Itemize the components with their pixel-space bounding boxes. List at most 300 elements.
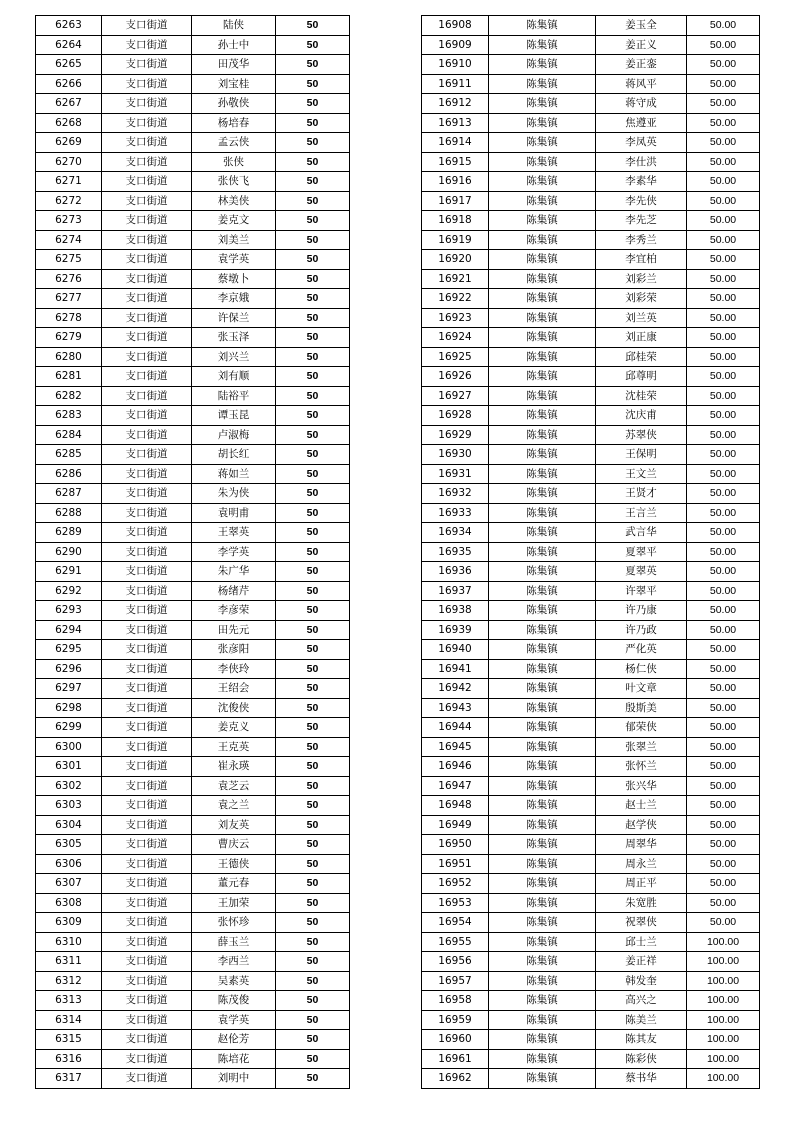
amount-cell: 50	[276, 991, 350, 1011]
township-cell: 支口街道	[102, 679, 192, 699]
serial-number-cell: 6284	[36, 425, 102, 445]
amount-cell: 50.00	[687, 484, 760, 504]
table-row	[422, 991, 760, 1011]
amount-cell: 50	[276, 250, 350, 270]
serial-number-cell: 16910	[422, 55, 489, 75]
name-cell: 朱广华	[192, 562, 276, 582]
name-cell: 殷斯美	[596, 698, 687, 718]
name-cell: 孙敬侠	[192, 94, 276, 114]
amount-cell: 50	[276, 893, 350, 913]
table-row	[422, 406, 760, 426]
table-row	[422, 737, 760, 757]
name-cell: 周正平	[596, 874, 687, 894]
amount-cell: 50.00	[687, 679, 760, 699]
amount-cell: 50	[276, 1030, 350, 1050]
township-cell: 支口街道	[102, 367, 192, 387]
serial-number-cell: 6268	[36, 113, 102, 133]
table-row	[422, 971, 760, 991]
township-cell: 支口街道	[102, 698, 192, 718]
name-cell: 陈茂俊	[192, 991, 276, 1011]
name-cell: 姜正义	[596, 35, 687, 55]
table-row	[36, 1069, 350, 1089]
table-row	[36, 815, 350, 835]
serial-number-cell: 6309	[36, 913, 102, 933]
name-cell: 沈庆甫	[596, 406, 687, 426]
amount-cell: 50.00	[687, 328, 760, 348]
table-row	[422, 601, 760, 621]
amount-cell: 50	[276, 698, 350, 718]
serial-number-cell: 16960	[422, 1030, 489, 1050]
serial-number-cell: 6315	[36, 1030, 102, 1050]
name-cell: 李秀兰	[596, 230, 687, 250]
township-cell: 陈集镇	[489, 932, 596, 952]
township-cell: 支口街道	[102, 1069, 192, 1089]
name-cell: 袁芝云	[192, 776, 276, 796]
serial-number-cell: 16937	[422, 581, 489, 601]
amount-cell: 50	[276, 133, 350, 153]
serial-number-cell: 6274	[36, 230, 102, 250]
table-row	[36, 386, 350, 406]
township-cell: 支口街道	[102, 308, 192, 328]
amount-cell: 50	[276, 562, 350, 582]
serial-number-cell: 6300	[36, 737, 102, 757]
amount-cell: 50.00	[687, 796, 760, 816]
serial-number-cell: 16921	[422, 269, 489, 289]
name-cell: 沈桂荣	[596, 386, 687, 406]
serial-number-cell: 6289	[36, 523, 102, 543]
serial-number-cell: 6303	[36, 796, 102, 816]
serial-number-cell: 6279	[36, 328, 102, 348]
name-cell: 卢淑梅	[192, 425, 276, 445]
name-cell: 袁明甫	[192, 503, 276, 523]
table-row	[36, 328, 350, 348]
township-cell: 陈集镇	[489, 1030, 596, 1050]
township-cell: 陈集镇	[489, 952, 596, 972]
serial-number-cell: 16956	[422, 952, 489, 972]
name-cell: 陈培花	[192, 1049, 276, 1069]
amount-cell: 50	[276, 230, 350, 250]
table-row	[36, 152, 350, 172]
township-cell: 支口街道	[102, 776, 192, 796]
serial-number-cell: 6275	[36, 250, 102, 270]
table-row	[36, 913, 350, 933]
table-row	[36, 835, 350, 855]
table-row	[36, 659, 350, 679]
township-cell: 支口街道	[102, 230, 192, 250]
table-row	[422, 133, 760, 153]
table-row	[36, 971, 350, 991]
township-cell: 陈集镇	[489, 835, 596, 855]
name-cell: 孟云侠	[192, 133, 276, 153]
name-cell: 薛玉兰	[192, 932, 276, 952]
serial-number-cell: 16925	[422, 347, 489, 367]
table-row	[422, 367, 760, 387]
name-cell: 刘美兰	[192, 230, 276, 250]
name-cell: 刘正康	[596, 328, 687, 348]
township-cell: 支口街道	[102, 542, 192, 562]
amount-cell: 50.00	[687, 230, 760, 250]
serial-number-cell: 6301	[36, 757, 102, 777]
township-cell: 支口街道	[102, 659, 192, 679]
name-cell: 王贤才	[596, 484, 687, 504]
amount-cell: 50.00	[687, 16, 760, 36]
table-row	[422, 796, 760, 816]
amount-cell: 50	[276, 776, 350, 796]
name-cell: 杨仁侠	[596, 659, 687, 679]
township-cell: 支口街道	[102, 250, 192, 270]
name-cell: 赵士兰	[596, 796, 687, 816]
serial-number-cell: 16912	[422, 94, 489, 114]
name-cell: 刘彩兰	[596, 269, 687, 289]
township-cell: 陈集镇	[489, 367, 596, 387]
table-row	[36, 776, 350, 796]
table-row	[422, 913, 760, 933]
name-cell: 刘宝桂	[192, 74, 276, 94]
township-cell: 陈集镇	[489, 659, 596, 679]
name-cell: 张怀兰	[596, 757, 687, 777]
serial-number-cell: 16928	[422, 406, 489, 426]
amount-cell: 50.00	[687, 542, 760, 562]
name-cell: 赵学侠	[596, 815, 687, 835]
township-cell: 支口街道	[102, 1049, 192, 1069]
table-row	[36, 952, 350, 972]
name-cell: 周翠华	[596, 835, 687, 855]
township-cell: 支口街道	[102, 386, 192, 406]
township-cell: 陈集镇	[489, 893, 596, 913]
table-row	[422, 640, 760, 660]
serial-number-cell: 6287	[36, 484, 102, 504]
name-cell: 李京娥	[192, 289, 276, 309]
table-row	[422, 152, 760, 172]
amount-cell: 50.00	[687, 503, 760, 523]
amount-cell: 50	[276, 913, 350, 933]
name-cell: 陆侠	[192, 16, 276, 36]
amount-cell: 50	[276, 659, 350, 679]
name-cell: 李西兰	[192, 952, 276, 972]
amount-cell: 100.00	[687, 952, 760, 972]
table-row	[422, 757, 760, 777]
amount-cell: 50	[276, 679, 350, 699]
name-cell: 赵伦芳	[192, 1030, 276, 1050]
table-row	[422, 854, 760, 874]
amount-cell: 50	[276, 484, 350, 504]
table-row	[36, 718, 350, 738]
name-cell: 蒋风平	[596, 74, 687, 94]
amount-cell: 50.00	[687, 367, 760, 387]
serial-number-cell: 6296	[36, 659, 102, 679]
table-row	[36, 308, 350, 328]
serial-number-cell: 16938	[422, 601, 489, 621]
township-cell: 支口街道	[102, 113, 192, 133]
table-row	[422, 386, 760, 406]
serial-number-cell: 16947	[422, 776, 489, 796]
serial-number-cell: 16961	[422, 1049, 489, 1069]
amount-cell: 50.00	[687, 308, 760, 328]
table-row	[422, 94, 760, 114]
serial-number-cell: 6304	[36, 815, 102, 835]
township-cell: 支口街道	[102, 55, 192, 75]
table-row	[36, 1030, 350, 1050]
amount-cell: 100.00	[687, 1069, 760, 1089]
amount-cell: 50	[276, 601, 350, 621]
table-row	[36, 503, 350, 523]
township-cell: 陈集镇	[489, 328, 596, 348]
township-cell: 陈集镇	[489, 1069, 596, 1089]
serial-number-cell: 6273	[36, 211, 102, 231]
amount-cell: 100.00	[687, 1010, 760, 1030]
name-cell: 杨绪芹	[192, 581, 276, 601]
table-row	[422, 718, 760, 738]
name-cell: 李彦荣	[192, 601, 276, 621]
township-cell: 支口街道	[102, 152, 192, 172]
township-cell: 陈集镇	[489, 406, 596, 426]
serial-number-cell: 6285	[36, 445, 102, 465]
table-row	[36, 796, 350, 816]
table-row	[36, 16, 350, 36]
township-cell: 支口街道	[102, 581, 192, 601]
township-cell: 陈集镇	[489, 815, 596, 835]
name-cell: 许保兰	[192, 308, 276, 328]
name-cell: 王翠英	[192, 523, 276, 543]
table-row	[36, 269, 350, 289]
table-row	[36, 445, 350, 465]
township-cell: 陈集镇	[489, 55, 596, 75]
amount-cell: 50	[276, 815, 350, 835]
township-cell: 支口街道	[102, 503, 192, 523]
name-cell: 袁之兰	[192, 796, 276, 816]
table-row	[422, 542, 760, 562]
name-cell: 陈彩侠	[596, 1049, 687, 1069]
amount-cell: 50	[276, 308, 350, 328]
name-cell: 夏翠英	[596, 562, 687, 582]
name-cell: 姜玉全	[596, 16, 687, 36]
amount-cell: 50	[276, 55, 350, 75]
table-row	[422, 659, 760, 679]
name-cell: 叶文章	[596, 679, 687, 699]
serial-number-cell: 6294	[36, 620, 102, 640]
amount-cell: 50	[276, 874, 350, 894]
serial-number-cell: 16958	[422, 991, 489, 1011]
serial-number-cell: 6290	[36, 542, 102, 562]
serial-number-cell: 16962	[422, 1069, 489, 1089]
township-cell: 陈集镇	[489, 191, 596, 211]
amount-cell: 50.00	[687, 835, 760, 855]
township-cell: 支口街道	[102, 562, 192, 582]
name-cell: 刘兰英	[596, 308, 687, 328]
amount-cell: 50.00	[687, 94, 760, 114]
township-cell: 陈集镇	[489, 230, 596, 250]
name-cell: 袁学英	[192, 1010, 276, 1030]
table-row	[36, 854, 350, 874]
table-row	[422, 211, 760, 231]
serial-number-cell: 16933	[422, 503, 489, 523]
name-cell: 刘明中	[192, 1069, 276, 1089]
township-cell: 支口街道	[102, 191, 192, 211]
table-row	[422, 1010, 760, 1030]
amount-cell: 50	[276, 191, 350, 211]
serial-number-cell: 6282	[36, 386, 102, 406]
amount-cell: 50	[276, 464, 350, 484]
amount-cell: 50	[276, 796, 350, 816]
table-row	[422, 425, 760, 445]
name-cell: 朱为侠	[192, 484, 276, 504]
serial-number-cell: 6288	[36, 503, 102, 523]
township-cell: 陈集镇	[489, 913, 596, 933]
serial-number-cell: 16920	[422, 250, 489, 270]
township-cell: 陈集镇	[489, 445, 596, 465]
amount-cell: 50.00	[687, 133, 760, 153]
serial-number-cell: 6291	[36, 562, 102, 582]
amount-cell: 50.00	[687, 698, 760, 718]
amount-cell: 50.00	[687, 718, 760, 738]
serial-number-cell: 16944	[422, 718, 489, 738]
serial-number-cell: 16927	[422, 386, 489, 406]
township-cell: 支口街道	[102, 913, 192, 933]
table-row	[36, 1049, 350, 1069]
name-cell: 苏翠侠	[596, 425, 687, 445]
township-cell: 陈集镇	[489, 640, 596, 660]
name-cell: 张怀珍	[192, 913, 276, 933]
table-row	[422, 191, 760, 211]
table-row	[422, 74, 760, 94]
township-cell: 陈集镇	[489, 269, 596, 289]
amount-cell: 50.00	[687, 289, 760, 309]
serial-number-cell: 6269	[36, 133, 102, 153]
name-cell: 张侠	[192, 152, 276, 172]
serial-number-cell: 6298	[36, 698, 102, 718]
township-cell: 支口街道	[102, 1030, 192, 1050]
township-cell: 陈集镇	[489, 601, 596, 621]
township-cell: 支口街道	[102, 347, 192, 367]
serial-number-cell: 16913	[422, 113, 489, 133]
name-cell: 蔡书华	[596, 1069, 687, 1089]
name-cell: 谭玉昆	[192, 406, 276, 426]
right-table-body	[422, 16, 760, 1089]
table-row	[422, 55, 760, 75]
township-cell: 陈集镇	[489, 289, 596, 309]
serial-number-cell: 6313	[36, 991, 102, 1011]
township-cell: 支口街道	[102, 269, 192, 289]
table-row	[36, 464, 350, 484]
name-cell: 李宜柏	[596, 250, 687, 270]
table-row	[36, 737, 350, 757]
serial-number-cell: 6265	[36, 55, 102, 75]
name-cell: 李学英	[192, 542, 276, 562]
amount-cell: 50	[276, 718, 350, 738]
serial-number-cell: 6302	[36, 776, 102, 796]
name-cell: 李先芝	[596, 211, 687, 231]
township-cell: 陈集镇	[489, 35, 596, 55]
amount-cell: 50	[276, 367, 350, 387]
township-cell: 陈集镇	[489, 776, 596, 796]
name-cell: 张玉泽	[192, 328, 276, 348]
township-cell: 陈集镇	[489, 250, 596, 270]
serial-number-cell: 6312	[36, 971, 102, 991]
serial-number-cell: 6281	[36, 367, 102, 387]
serial-number-cell: 16919	[422, 230, 489, 250]
table-row	[36, 367, 350, 387]
township-cell: 陈集镇	[489, 386, 596, 406]
amount-cell: 50	[276, 269, 350, 289]
township-cell: 陈集镇	[489, 562, 596, 582]
name-cell: 李先侠	[596, 191, 687, 211]
amount-cell: 50.00	[687, 406, 760, 426]
table-row	[422, 581, 760, 601]
name-cell: 孙士中	[192, 35, 276, 55]
serial-number-cell: 6272	[36, 191, 102, 211]
township-cell: 陈集镇	[489, 971, 596, 991]
serial-number-cell: 6307	[36, 874, 102, 894]
serial-number-cell: 16942	[422, 679, 489, 699]
table-row	[36, 133, 350, 153]
serial-number-cell: 6314	[36, 1010, 102, 1030]
amount-cell: 50.00	[687, 913, 760, 933]
township-cell: 支口街道	[102, 523, 192, 543]
township-cell: 支口街道	[102, 718, 192, 738]
table-row	[422, 562, 760, 582]
amount-cell: 50.00	[687, 640, 760, 660]
serial-number-cell: 16939	[422, 620, 489, 640]
serial-number-cell: 16922	[422, 289, 489, 309]
name-cell: 刘有顺	[192, 367, 276, 387]
township-cell: 支口街道	[102, 35, 192, 55]
table-row	[36, 757, 350, 777]
township-cell: 支口街道	[102, 445, 192, 465]
amount-cell: 50	[276, 737, 350, 757]
amount-cell: 50	[276, 386, 350, 406]
table-row	[422, 289, 760, 309]
township-cell: 支口街道	[102, 737, 192, 757]
table-row	[422, 328, 760, 348]
serial-number-cell: 6280	[36, 347, 102, 367]
township-cell: 陈集镇	[489, 854, 596, 874]
township-cell: 支口街道	[102, 815, 192, 835]
serial-number-cell: 16932	[422, 484, 489, 504]
serial-number-cell: 6311	[36, 952, 102, 972]
serial-number-cell: 16911	[422, 74, 489, 94]
township-cell: 支口街道	[102, 932, 192, 952]
township-cell: 支口街道	[102, 289, 192, 309]
serial-number-cell: 6270	[36, 152, 102, 172]
name-cell: 吴素英	[192, 971, 276, 991]
serial-number-cell: 16949	[422, 815, 489, 835]
table-row	[422, 230, 760, 250]
amount-cell: 50.00	[687, 757, 760, 777]
amount-cell: 100.00	[687, 1030, 760, 1050]
table-row	[36, 874, 350, 894]
township-cell: 陈集镇	[489, 211, 596, 231]
table-row	[422, 113, 760, 133]
township-cell: 陈集镇	[489, 542, 596, 562]
township-cell: 陈集镇	[489, 1010, 596, 1030]
name-cell: 刘友英	[192, 815, 276, 835]
township-cell: 支口街道	[102, 757, 192, 777]
serial-number-cell: 16923	[422, 308, 489, 328]
name-cell: 刘兴兰	[192, 347, 276, 367]
table-row	[36, 172, 350, 192]
township-cell: 支口街道	[102, 94, 192, 114]
name-cell: 许乃康	[596, 601, 687, 621]
serial-number-cell: 16952	[422, 874, 489, 894]
name-cell: 武言华	[596, 523, 687, 543]
township-cell: 陈集镇	[489, 152, 596, 172]
serial-number-cell: 16935	[422, 542, 489, 562]
township-cell: 支口街道	[102, 874, 192, 894]
amount-cell: 50.00	[687, 250, 760, 270]
name-cell: 姜克文	[192, 211, 276, 231]
serial-number-cell: 16959	[422, 1010, 489, 1030]
name-cell: 王德侠	[192, 854, 276, 874]
